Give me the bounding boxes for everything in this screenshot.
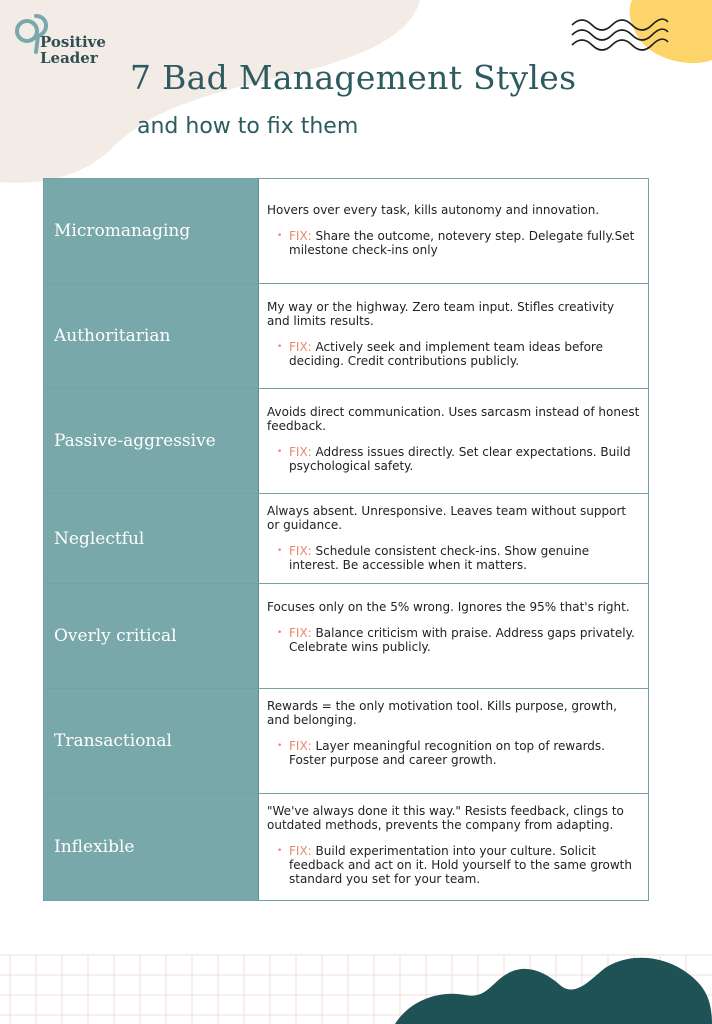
style-description: Focuses only on the 5% wrong. Ignores the 95% that's right. xyxy=(267,600,630,614)
bullet-icon: • xyxy=(277,231,283,241)
style-name: Authoritarian xyxy=(44,284,259,388)
style-details xyxy=(259,689,648,793)
fix-item xyxy=(267,626,640,654)
bullet-icon: • xyxy=(277,546,283,556)
table-row xyxy=(44,494,648,584)
fix-label: FIX: xyxy=(289,544,312,558)
logo-text xyxy=(40,34,106,66)
style-name: Micromanaging xyxy=(44,179,259,283)
style-name: Transactional xyxy=(44,689,259,793)
fix-label: FIX: xyxy=(289,739,312,753)
fix-text: Schedule consistent check-ins. Show genuine interest. Be accessible when it matters. xyxy=(289,544,590,572)
table-row xyxy=(44,389,648,494)
fix-item xyxy=(267,340,640,368)
fix-text: Actively seek and implement team ideas before deciding. Credit contributions publicly. xyxy=(289,340,603,368)
style-description: My way or the highway. Zero team input. Stifles creativity and limits results. xyxy=(267,300,615,328)
table-row xyxy=(44,284,648,389)
style-details xyxy=(259,389,648,493)
fix-item xyxy=(267,739,640,767)
style-details xyxy=(259,284,648,388)
table-row xyxy=(44,794,648,900)
fix-item xyxy=(267,844,640,886)
bullet-icon: • xyxy=(277,342,283,352)
table-row xyxy=(44,689,648,794)
fix-label: FIX: xyxy=(289,229,312,243)
style-description: Hovers over every task, kills autonomy and innovation. xyxy=(267,203,600,217)
brand-logo xyxy=(14,12,106,66)
logo-line2: Leader xyxy=(40,49,98,67)
fix-text: Balance criticism with praise. Address gaps privately. Celebrate wins publicly. xyxy=(289,626,635,654)
fix-item xyxy=(267,229,640,257)
fix-item xyxy=(267,544,640,572)
bullet-icon: • xyxy=(277,447,283,457)
dark-wave xyxy=(395,958,712,1024)
style-description: Always absent. Unresponsive. Leaves team without support or guidance. xyxy=(267,504,627,532)
fix-label: FIX: xyxy=(289,626,312,640)
style-details xyxy=(259,794,648,900)
bullet-icon: • xyxy=(277,628,283,638)
bullet-icon: • xyxy=(277,846,283,856)
yellow-blob xyxy=(630,0,712,63)
style-details xyxy=(259,179,648,283)
style-description: Rewards = the only motivation tool. Kills purpose, growth, and belonging. xyxy=(267,699,617,727)
fix-text: Layer meaningful recognition on top of rewards. Foster purpose and career growth. xyxy=(289,739,605,767)
logo-line1: Positive xyxy=(40,33,106,51)
style-name: Neglectful xyxy=(44,494,259,583)
fix-label: FIX: xyxy=(289,340,312,354)
page-subtitle: and how to fix them xyxy=(137,114,359,139)
table-row xyxy=(44,179,648,284)
fix-label: FIX: xyxy=(289,445,312,459)
fix-item xyxy=(267,445,640,473)
fix-label: FIX: xyxy=(289,844,312,858)
style-details xyxy=(259,584,648,688)
style-name: Inflexible xyxy=(44,794,259,900)
style-description: Avoids direct communication. Uses sarcasm instead of honest feedback. xyxy=(267,405,640,433)
style-name: Passive-aggressive xyxy=(44,389,259,493)
style-details xyxy=(259,494,648,583)
fix-text: Address issues directly. Set clear expectations. Build psychological safety. xyxy=(289,445,631,473)
bullet-icon: • xyxy=(277,741,283,751)
fix-text: Share the outcome, notevery step. Delegate fully.Set milestone check-ins only xyxy=(289,229,635,257)
page-title: 7 Bad Management Styles xyxy=(130,58,577,97)
fix-text: Build experimentation into your culture. Solicit feedback and act on it. Hold yourself to the same growth standard you set for your team. xyxy=(289,844,632,886)
management-styles-table xyxy=(43,178,649,901)
table-row xyxy=(44,584,648,689)
style-name: Overly critical xyxy=(44,584,259,688)
style-description: "We've always done it this way." Resists feedback, clings to outdated methods, prevents the company from adapting. xyxy=(267,804,624,832)
